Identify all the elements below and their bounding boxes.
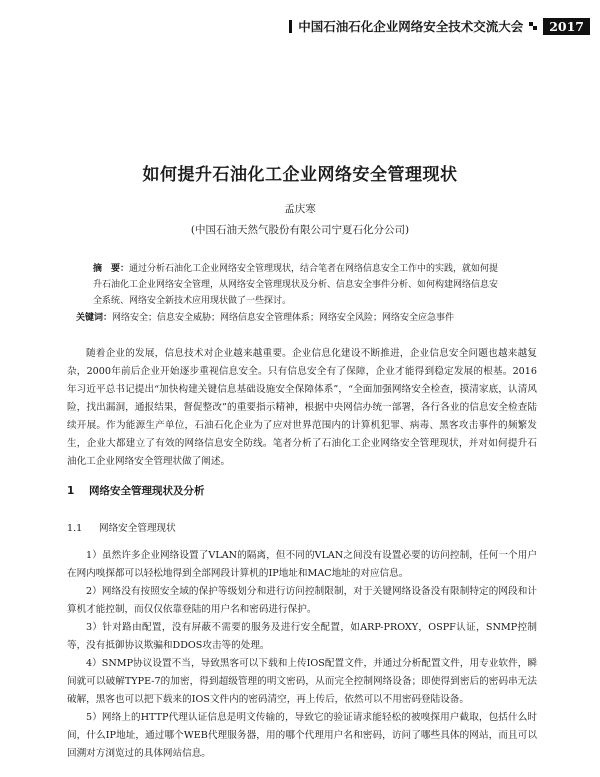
list-item: 2）网络没有按照安全域的保护等级划分和进行访问控制限制，对于关键网络设备没有限制特定的网段和计算机才能控制，而仅仅依靠登陆的用户名和密码进行保护。 (67, 586, 537, 615)
abstract-text: 通过分析石油化工企业网络安全管理现状，结合笔者在网络信息安全工作中的实践，就如何提升石油化工企业网络安全管理，从网络安全管理现状及分析、信息安全事件分析、如何构建网络信息安全系统、网络安全新技术应用现状做了一些探讨。 (93, 264, 499, 306)
list-item: 5）网络上的HTTP代理认证信息是明文传输的，导致它的验证请求能轻松的被嗅探用户截取，包括什么时间，什么IP地址，通过哪个WEB代理服务器，用的哪个代理用户名和密码，访问了哪些具体的网站，而且可以回溯对方浏览过的具体网站信息。 (67, 712, 537, 759)
header-bar-icon (289, 20, 292, 33)
section-title: 网络安全管理现状及分析 (89, 485, 205, 497)
list-item: 3）针对路由配置，没有屏蔽不需要的服务及进行安全配置，如ARP-PROXY，OSPF认证，SNMP控制等，没有抵御协议欺骗和DDOS攻击等的处理。 (67, 622, 537, 651)
item-list (67, 547, 537, 763)
subsection-heading (67, 520, 176, 534)
subsection-title: 网络安全管理现状 (99, 523, 176, 534)
list-item: 1）虽然许多企业网络设置了VLAN的隔离，但不同的VLAN之间没有设置必要的访问控制，任何一个用户在网内嗅探都可以轻松地得到全部网段计算机的IP地址和MAC地址的对应信息。 (67, 550, 537, 579)
section-heading (67, 483, 205, 498)
list-item: 4）SNMP协议设置不当，导致黑客可以下载和上传IOS配置文件，并通过分析配置文件，用专业软件，瞬间就可以破解TYPE-7的加密，得到超级管理的明文密码，从而完全控制网络设备；即使得到密后的密码串无法破解，黑客也可以把下载来的IOS文件内的密码清空，再上传后，依然可以不用密码登陆设备。 (67, 658, 537, 705)
section-number: 1 (67, 485, 75, 497)
running-header (289, 16, 590, 36)
keywords (76, 310, 526, 326)
abstract-label: 摘 要： (93, 264, 130, 274)
keywords-label: 关键词： (76, 313, 113, 323)
author-name: 孟庆寒 (284, 203, 316, 215)
subsection-number: 1.1 (67, 523, 83, 534)
abstract (93, 261, 505, 309)
author-affiliation: (中国石油天然气股份有限公司宁夏石化分公司) (190, 224, 410, 236)
keywords-text: 网络安全；信息安全威胁；网络信息安全管理体系；网络安全风险；网络安全应急事件 (112, 313, 455, 323)
article-title: 如何提升石油化工企业网络安全管理现状 (142, 165, 458, 185)
intro-paragraph: 随着企业的发展，信息技术对企业越来越重要。企业信息化建设不断推进，企业信息安全问题也越来越复杂，2000年前后企业开始逐步重视信息安全。只有信息安全有了保障，企业才能得到稳定发展的根基。2016年习近平总书记提出“加快构建关键信息基础设施安全保障体系”，“全面加强网络安全检查，摸清家底，认清风险，找出漏洞，通报结果，督促整改”的重要指示精神，根据中央网信办统一部署，各行各业的信息安全检查陆续开展。作为能源生产单位，石油石化企业为了应对世界范围内的计算机犯罪、病毒、黑客攻击事件的频繁发生，企业大都建立了有效的网络信息安全防线。笔者分析了石油化工企业网络安全管理现状，并对如何提升石油化工企业网络安全管理状做了阐述。 (67, 348, 537, 467)
conference-name: 中国石油石化企业网络安全技术交流大会 (298, 19, 524, 34)
conference-year: 2017 (543, 18, 590, 35)
header-squares-icon (529, 22, 537, 30)
